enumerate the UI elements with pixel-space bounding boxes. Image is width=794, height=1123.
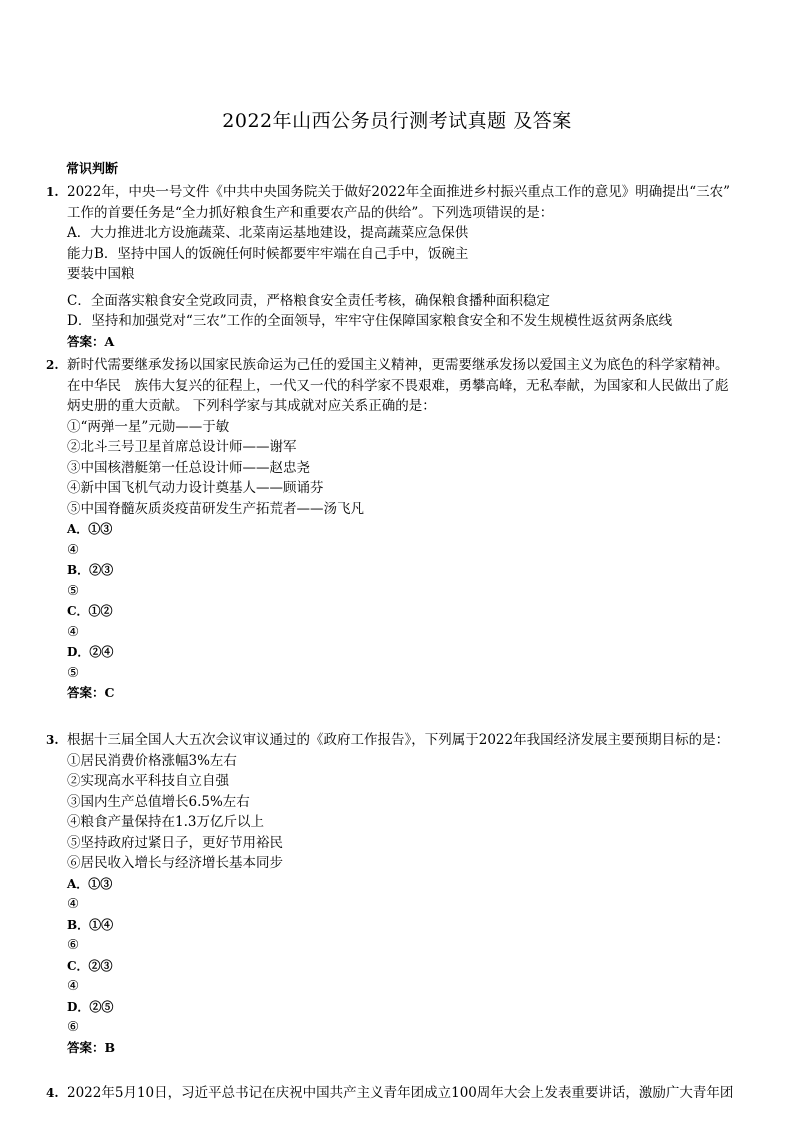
question-number: 1.	[46, 185, 59, 199]
item-4: ④新中国飞机气动力设计奠基人——顾诵芬	[67, 480, 324, 496]
item-2: ②北斗三号卫星首席总设计师——谢军	[67, 439, 297, 455]
item-1: ①“两弹一星”元勋——于敏	[67, 418, 230, 435]
item-5: ⑤中国脊髓灰质炎疫苗研发生产拓荒者——汤飞凡	[67, 500, 364, 517]
question-text: 2022年，中央一号文件《中共中央国务院关于做好2022年全面推进乡村振兴重点工作的意见》明确提出“三农”	[67, 184, 731, 200]
item-3: ③中国核潜艇第一任总设计师——赵忠尧	[67, 459, 310, 476]
option-a: A．大力推进北方设施蔬菜、北菜南运基地建设，提高蔬菜应急保供	[67, 225, 469, 241]
option-c-cont: ④	[67, 623, 80, 640]
option-d: D．②④	[67, 645, 114, 659]
option-c: C．全面落实粮食安全党政同责，严格粮食安全责任考核，确保粮食播种面积稳定	[67, 292, 550, 309]
question-text: 根据十三届全国人大五次会议审议通过的《政府工作报告》，下列属于2022年我国经济发展主要预期目标的是：	[67, 732, 730, 748]
option-d-cont: ⑥	[67, 1019, 80, 1035]
option-d: D．坚持和加强党对“三农”工作的全面领导，牢牢守住保障国家粮食安全和不发生规模性返贫两条底线	[67, 313, 673, 329]
section-heading: 常识判断	[66, 162, 119, 177]
answer: 答案：C	[67, 685, 115, 700]
option-b-cont: ⑤	[67, 582, 80, 599]
document-title: 2022年山西公务员行测考试真题 及答案	[222, 110, 572, 132]
option-c: C．①②	[67, 604, 113, 618]
question-2	[46, 355, 756, 704]
option-a: A．①③	[67, 522, 113, 536]
option-d-cont: ⑤	[67, 664, 80, 681]
option-b-cont: ⑥	[67, 937, 80, 953]
item-5: ⑤坚持政府过紧日子，更好节用裕民	[67, 834, 283, 851]
option-b: B．②③	[67, 563, 114, 577]
item-1: ①居民消费价格涨幅3%左右	[67, 752, 237, 769]
item-3: ③国内生产总值增长6.5%左右	[67, 793, 250, 810]
option-c: C．②③	[67, 958, 113, 973]
question-text: 在中华民 族伟大复兴的征程上，一代又一代的科学家不畏艰难，勇攀高峰，无私奉献，为国家和人民做出了彪	[67, 377, 729, 394]
question-text: 新时代需要继承发扬以国家民族命运为己任的爱国主义精神，更需要继承发扬以爱国主义为底色的科学家精神。	[67, 357, 729, 373]
answer: 答案：A	[67, 333, 115, 349]
question-4	[46, 1083, 756, 1104]
question-1	[46, 182, 756, 352]
question-number: 3.	[46, 733, 59, 747]
option-a-cont: ④	[67, 896, 80, 912]
option-d: D．②⑤	[67, 999, 114, 1014]
answer: 答案：B	[67, 1039, 116, 1055]
option-a-cont: ④	[67, 541, 80, 558]
option-c-cont: ④	[67, 978, 80, 994]
question-text: 炳史册的重大贡献。 下列科学家与其成就对应关系正确的是：	[67, 398, 436, 414]
option-b: B．①④	[67, 917, 114, 932]
option-a: A．①③	[67, 876, 113, 891]
item-4: ④粮食产量保持在1.3万亿斤以上	[67, 814, 264, 830]
question-number: 4.	[46, 1086, 59, 1100]
question-number: 2.	[46, 358, 59, 372]
question-3	[46, 730, 756, 1058]
item-2: ②实现高水平科技自立自强	[67, 773, 229, 789]
question-text: 工作的首要任务是“全力抓好粮食生产和重要农产品的供给”。下列选项错误的是：	[67, 204, 554, 221]
option-b-cont: 要装中国粮	[67, 266, 135, 282]
item-6: ⑥居民收入增长与经济增长基本同步	[67, 855, 283, 871]
option-b: 能力B．坚持中国人的饭碗任何时候都要牢牢端在自己手中，饭碗主	[67, 245, 469, 262]
question-text: 2022年5月10日，习近平总书记在庆祝中国共产主义青年团成立100周年大会上发表重要讲话，激励广大青年团	[67, 1085, 734, 1101]
